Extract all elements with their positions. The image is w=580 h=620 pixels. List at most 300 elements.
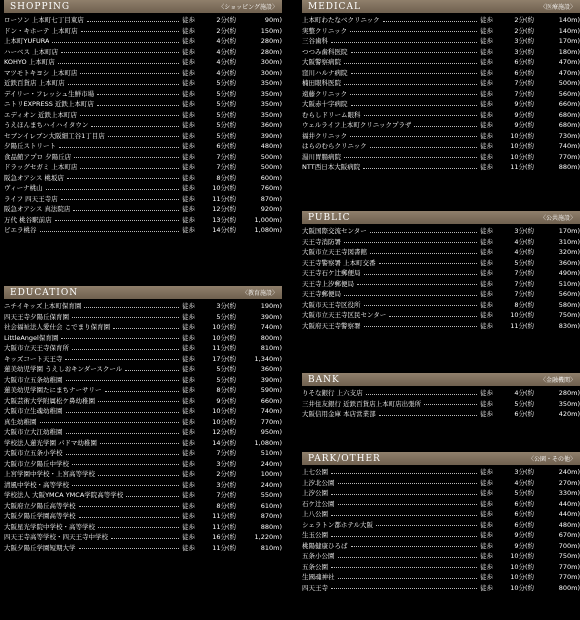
walk-label: 徒歩 [480, 68, 493, 77]
section-title: SHOPPING [10, 1, 71, 12]
walk-distance: 830m) [558, 321, 580, 330]
walk-time: 3分(約 [216, 480, 236, 489]
leader-dots [111, 538, 179, 539]
walk-distance: 480m) [260, 142, 282, 150]
walk-label: 徒歩 [480, 237, 493, 246]
walk-distance: 170m) [558, 37, 580, 45]
section-tag: 〈教育施設〉 [241, 290, 278, 297]
facility-row [302, 57, 580, 68]
section-tag: 〈ショッピング施設〉 [218, 4, 278, 11]
leader-dots [338, 483, 478, 484]
section-header [302, 452, 580, 465]
leader-dots [46, 189, 179, 190]
facility-name: 四天王寺 [302, 583, 328, 592]
walk-time: 11分(約 [212, 344, 236, 352]
walk-distance: 740m) [558, 142, 580, 150]
facility-row [4, 99, 282, 110]
facility-name: 天王寺郵便局 [302, 290, 341, 298]
leader-dots [379, 263, 477, 264]
facility-row [4, 15, 282, 26]
facility-row [4, 141, 282, 152]
walk-time: 5分(約 [216, 79, 236, 87]
leader-dots [370, 253, 477, 254]
leader-dots [74, 157, 179, 158]
section-tag: 〈公園・その他〉 [527, 456, 576, 463]
walk-time: 2分(約 [216, 470, 236, 478]
walk-time: 9分(約 [514, 531, 534, 539]
section-tag: 〈金融機関〉 [539, 377, 576, 384]
section-header [302, 0, 580, 13]
leader-dots [113, 328, 179, 329]
walk-time: 12分(約 [212, 205, 236, 213]
facility-row [302, 26, 580, 37]
facility-name: KOHYO 上本町店 [4, 58, 55, 66]
facility-name: 大阪府天王寺警察署 [302, 321, 361, 330]
leader-dots [55, 220, 179, 221]
walk-distance: 580m) [558, 300, 580, 309]
facility-name: 五条小公園 [302, 552, 335, 560]
walk-time: 6分(約 [514, 58, 534, 66]
walk-distance: 560m) [558, 290, 580, 298]
walk-time: 11分(約 [212, 194, 236, 203]
facility-row [302, 388, 580, 399]
walk-time: 8分(約 [216, 173, 236, 182]
section-title: MEDICAL [308, 1, 361, 12]
facility-name: シェラトン都ホテル大阪 [302, 520, 374, 529]
walk-label: 徒歩 [182, 449, 195, 457]
facility-name: LittleAngel保育園 [4, 333, 59, 342]
facility-row [302, 15, 580, 26]
walk-time: 7分(約 [216, 491, 236, 499]
walk-label: 徒歩 [480, 26, 493, 35]
walk-time: 5分(約 [216, 365, 236, 373]
facility-name: 食品館アプロ 夕陽丘店 [4, 152, 72, 161]
walk-label: 徒歩 [480, 489, 493, 497]
walk-distance: 560m) [558, 89, 580, 98]
walk-distance: 240m) [558, 468, 580, 476]
facility-row [302, 110, 580, 121]
walk-label: 徒歩 [480, 100, 493, 108]
walk-label: 徒歩 [480, 562, 493, 571]
facility-row [302, 268, 580, 279]
walk-label: 徒歩 [480, 510, 493, 518]
facility-name: 大阪市立天王寺区民センター [302, 311, 387, 319]
leader-dots [87, 21, 179, 22]
leader-dots [363, 168, 477, 169]
walk-distance: 440m) [558, 510, 580, 518]
section-public [302, 211, 580, 331]
leader-dots [67, 178, 179, 179]
walk-label: 徒歩 [480, 227, 493, 235]
facility-row [4, 501, 282, 512]
leader-dots [66, 380, 180, 381]
walk-label: 徒歩 [182, 386, 195, 394]
facility-row [4, 36, 282, 47]
leader-dots [73, 210, 179, 211]
walk-time: 12分(約 [212, 428, 236, 436]
leader-dots [338, 578, 478, 579]
walk-time: 6分(約 [514, 410, 534, 418]
leader-dots [100, 443, 179, 444]
walk-distance: 360m) [260, 365, 282, 373]
walk-distance: 700m) [558, 541, 580, 550]
facility-row [302, 279, 580, 290]
facility-name: 真生幼稚園 [4, 417, 37, 426]
facility-name: 上本町わたなべクリニック [302, 16, 380, 24]
walk-time: 3分(約 [514, 37, 534, 45]
facility-row [302, 399, 580, 410]
walk-distance: 390m) [260, 131, 282, 140]
walk-time: 4分(約 [216, 37, 236, 45]
facility-name: 近鉄百貨店 上本町店 [4, 79, 65, 87]
walk-distance: 440m) [558, 499, 580, 508]
walk-label: 徒歩 [182, 480, 195, 489]
walk-distance: 760m) [260, 184, 282, 192]
walk-label: 徒歩 [480, 110, 493, 119]
facility-name: 窪川ハルナ病院 [302, 68, 348, 77]
walk-time: 5分(約 [216, 375, 236, 384]
leader-dots [331, 42, 477, 43]
facility-row [4, 448, 282, 459]
walk-distance: 150m) [260, 26, 282, 35]
walk-label: 徒歩 [182, 226, 195, 234]
walk-distance: 240m) [260, 459, 282, 468]
facility-name: ヴィーナ桃山 [4, 184, 43, 192]
walk-label: 徒歩 [182, 79, 195, 87]
section-title: PUBLIC [308, 212, 351, 223]
walk-distance: 660m) [260, 396, 282, 405]
walk-time: 2分(約 [216, 16, 236, 24]
facility-name: 上汐北公園 [302, 478, 335, 487]
facility-name: うえほんまちハイハイタウン [4, 121, 89, 129]
facility-name: むらしドリーム眼科 [302, 110, 361, 119]
facility-name: ニチイキッズ上本町保育園 [4, 302, 82, 310]
facility-name: 大阪市立生魂幼稚園 [4, 407, 63, 415]
facility-name: キッズコート天王寺 [4, 354, 63, 363]
facility-name: 大阪市立天王寺図書館 [302, 248, 367, 256]
leader-dots [61, 199, 179, 200]
facility-name: 大阪市立大江幼稚園 [4, 428, 63, 436]
leader-dots [331, 567, 477, 568]
walk-label: 徒歩 [182, 512, 195, 520]
walk-distance: 500m) [260, 152, 282, 161]
walk-distance: 730m) [558, 131, 580, 140]
facility-name: 上宮学園中学校・上宮高等学校 [4, 470, 95, 478]
facility-row [4, 438, 282, 449]
walk-label: 徒歩 [182, 26, 195, 35]
walk-label: 徒歩 [182, 470, 195, 478]
facility-rows [302, 388, 580, 420]
walk-time: 11分(約 [212, 522, 236, 531]
walk-time: 5分(約 [216, 100, 236, 108]
leader-dots [97, 94, 179, 95]
facility-name: ライフ 四天王寺店 [4, 194, 58, 203]
walk-time: 10分(約 [510, 311, 534, 319]
walk-distance: 750m) [558, 311, 580, 319]
facility-name: マツモトキヨシ 上本町店 [4, 68, 78, 77]
walk-label: 徒歩 [182, 215, 195, 224]
walk-time: 10分(約 [212, 323, 236, 331]
facility-name: 桃陽健康ひろば [302, 541, 348, 550]
section-bank [302, 373, 580, 420]
facility-row [4, 459, 282, 470]
facility-row [302, 68, 580, 79]
facility-name: 天王寺石ケ辻郵便局 [302, 269, 361, 277]
section-shopping [4, 0, 282, 236]
facility-row [302, 237, 580, 248]
leader-dots [84, 307, 179, 308]
facility-name: はらのむらクリニック [302, 142, 367, 150]
facility-row [4, 110, 282, 121]
walk-label: 徒歩 [480, 321, 493, 330]
facility-row [302, 310, 580, 321]
facility-row [302, 247, 580, 258]
walk-time: 10分(約 [212, 184, 236, 192]
walk-time: 2分(約 [514, 26, 534, 35]
walk-label: 徒歩 [480, 142, 493, 150]
walk-time: 10分(約 [212, 417, 236, 426]
facility-name: 夕陽丘ストリート [4, 142, 56, 150]
facility-row [4, 47, 282, 58]
walk-time: 10分(約 [510, 583, 534, 592]
walk-label: 徒歩 [182, 37, 195, 45]
facility-rows [4, 15, 282, 236]
walk-distance: 390m) [260, 312, 282, 321]
facility-name: 天王寺消防署 [302, 237, 341, 246]
leader-dots [331, 473, 477, 474]
walk-label: 徒歩 [480, 37, 493, 45]
leader-dots [108, 136, 179, 137]
facility-name: 社会福祉法人愛仕会 こでまり保育園 [4, 323, 111, 331]
walk-distance: 350m) [260, 110, 282, 119]
walk-label: 徒歩 [182, 173, 195, 182]
section-title: EDUCATION [10, 287, 79, 298]
walk-time: 6分(約 [514, 68, 534, 77]
facility-name: ハーベス 上本町店 [4, 47, 59, 56]
facility-row [302, 409, 580, 420]
section-medical [302, 0, 580, 173]
walk-label: 徒歩 [182, 459, 195, 468]
walk-label: 徒歩 [182, 47, 195, 56]
facility-rows [302, 15, 580, 173]
walk-time: 7分(約 [216, 163, 236, 171]
facility-row [4, 131, 282, 142]
walk-label: 徒歩 [182, 354, 195, 363]
section-header [302, 211, 580, 224]
facility-row [302, 321, 580, 332]
walk-time: 5分(約 [216, 110, 236, 119]
facility-row [302, 488, 580, 499]
walk-label: 徒歩 [182, 184, 195, 192]
walk-distance: 750m) [558, 552, 580, 560]
walk-time: 4分(約 [216, 68, 236, 77]
facility-row [302, 152, 580, 163]
walk-distance: 350m) [260, 79, 282, 87]
leader-dots [80, 168, 179, 169]
walk-time: 3分(約 [514, 468, 534, 476]
leader-dots [79, 517, 180, 518]
facility-row [302, 509, 580, 520]
walk-distance: 770m) [558, 573, 580, 581]
facility-row [302, 89, 580, 100]
walk-time: 10分(約 [510, 152, 534, 161]
leader-dots [65, 359, 179, 360]
leader-dots [79, 548, 180, 549]
walk-distance: 1,340m) [254, 354, 282, 363]
walk-time: 5分(約 [216, 121, 236, 129]
facility-row [4, 68, 282, 79]
facility-row [302, 36, 580, 47]
facility-row [4, 532, 282, 543]
facility-name: りそな銀行 上六支店 [302, 389, 363, 397]
leader-dots [81, 31, 179, 32]
facility-name: 大阪市立夕陽丘中学校 [4, 459, 69, 468]
leader-dots [72, 349, 179, 350]
walk-distance: 490m) [558, 269, 580, 277]
leader-dots [72, 464, 179, 465]
facility-row [4, 183, 282, 194]
leader-dots [97, 105, 179, 106]
walk-time: 8分(約 [514, 300, 534, 309]
facility-row [4, 333, 282, 344]
facility-name: 大阪国際交流センター [302, 227, 367, 235]
walk-distance: 280m) [260, 47, 282, 56]
walk-distance: 800m) [558, 583, 580, 592]
facility-row [302, 47, 580, 58]
facility-row [302, 478, 580, 489]
leader-dots [98, 527, 179, 528]
leader-dots [350, 31, 477, 32]
facility-rows [302, 467, 580, 593]
facility-name: エディオン 近鉄上本町店 [4, 110, 78, 119]
leader-dots [364, 115, 478, 116]
walk-label: 徒歩 [182, 152, 195, 161]
facility-name: 四天王寺高等学校・四天王寺中学校 [4, 533, 108, 541]
walk-label: 徒歩 [480, 258, 493, 267]
walk-label: 徒歩 [182, 142, 195, 150]
walk-label: 徒歩 [480, 47, 493, 56]
leader-dots [98, 401, 179, 402]
walk-label: 徒歩 [480, 58, 493, 66]
section-header [302, 373, 580, 386]
walk-label: 徒歩 [182, 396, 195, 405]
section-title: PARK/OTHER [308, 453, 381, 464]
walk-label: 徒歩 [182, 312, 195, 321]
section-title: BANK [308, 374, 340, 385]
walk-label: 徒歩 [480, 399, 493, 408]
facility-row [302, 131, 580, 142]
walk-label: 徒歩 [182, 163, 195, 171]
leader-dots [351, 52, 478, 53]
leader-dots [364, 305, 478, 306]
leader-dots [351, 73, 478, 74]
facility-name: 大阪市立天王寺保育所 [4, 344, 69, 352]
facility-name: 上八公園 [302, 510, 328, 518]
leader-dots [376, 525, 477, 526]
leader-dots [59, 147, 179, 148]
walk-label: 徒歩 [182, 121, 195, 129]
walk-distance: 330m) [558, 489, 580, 497]
leader-dots [389, 316, 477, 317]
facility-name: 清風中学校・高等学校 [4, 480, 69, 489]
walk-distance: 280m) [260, 37, 282, 45]
facility-row [4, 343, 282, 354]
facility-row [302, 78, 580, 89]
walk-time: 10分(約 [510, 131, 534, 140]
leader-dots [331, 494, 477, 495]
facility-name: 蓮美幼児学園たにまちナーサリー [4, 386, 102, 394]
walk-label: 徒歩 [480, 541, 493, 550]
walk-distance: 170m) [558, 227, 580, 235]
walk-time: 9分(約 [514, 100, 534, 108]
leader-dots [350, 136, 477, 137]
walk-label: 徒歩 [480, 152, 493, 161]
facility-row [4, 225, 282, 236]
walk-time: 7分(約 [216, 152, 236, 161]
facility-row [302, 583, 580, 594]
facility-row [302, 120, 580, 131]
facility-row [302, 258, 580, 269]
walk-label: 徒歩 [182, 522, 195, 531]
walk-distance: 470m) [558, 58, 580, 66]
walk-time: 14分(約 [212, 438, 236, 447]
walk-distance: 360m) [558, 258, 580, 267]
walk-distance: 770m) [558, 152, 580, 161]
facility-row [4, 322, 282, 333]
walk-label: 徒歩 [182, 375, 195, 384]
leader-dots [351, 546, 478, 547]
leader-dots [370, 147, 477, 148]
walk-distance: 510m) [558, 279, 580, 288]
walk-time: 7分(約 [514, 79, 534, 87]
walk-time: 3分(約 [514, 227, 534, 235]
walk-time: 5分(約 [216, 89, 236, 98]
walk-label: 徒歩 [182, 491, 195, 499]
walk-distance: 350m) [260, 100, 282, 108]
facility-row [4, 162, 282, 173]
facility-row [4, 120, 282, 131]
walk-label: 徒歩 [480, 290, 493, 298]
facility-row [4, 396, 282, 407]
walk-time: 2分(約 [216, 26, 236, 35]
facility-name: NTT西日本大阪病院 [302, 163, 361, 171]
facility-row [302, 520, 580, 531]
walk-distance: 500m) [558, 79, 580, 87]
facility-row [4, 427, 282, 438]
walk-label: 徒歩 [182, 344, 195, 352]
facility-name: 生國魂神社 [302, 573, 335, 581]
facility-row [302, 300, 580, 311]
walk-label: 徒歩 [182, 89, 195, 98]
walk-time: 4分(約 [514, 389, 534, 397]
walk-distance: 320m) [558, 248, 580, 256]
walk-time: 4分(約 [514, 478, 534, 487]
walk-time: 7分(約 [514, 89, 534, 98]
facility-name: 天王寺警察署 上本町交番 [302, 258, 376, 267]
walk-time: 9分(約 [514, 110, 534, 119]
walk-label: 徒歩 [480, 573, 493, 581]
walk-time: 7分(約 [514, 290, 534, 298]
leader-dots [40, 231, 180, 232]
walk-distance: 810m) [260, 344, 282, 352]
walk-distance: 770m) [260, 417, 282, 426]
walk-time: 3分(約 [216, 302, 236, 310]
walk-distance: 880m) [558, 163, 580, 171]
facility-row [4, 417, 282, 428]
walk-time: 5分(約 [216, 312, 236, 321]
walk-distance: 870m) [260, 512, 282, 520]
walk-label: 徒歩 [480, 163, 493, 171]
